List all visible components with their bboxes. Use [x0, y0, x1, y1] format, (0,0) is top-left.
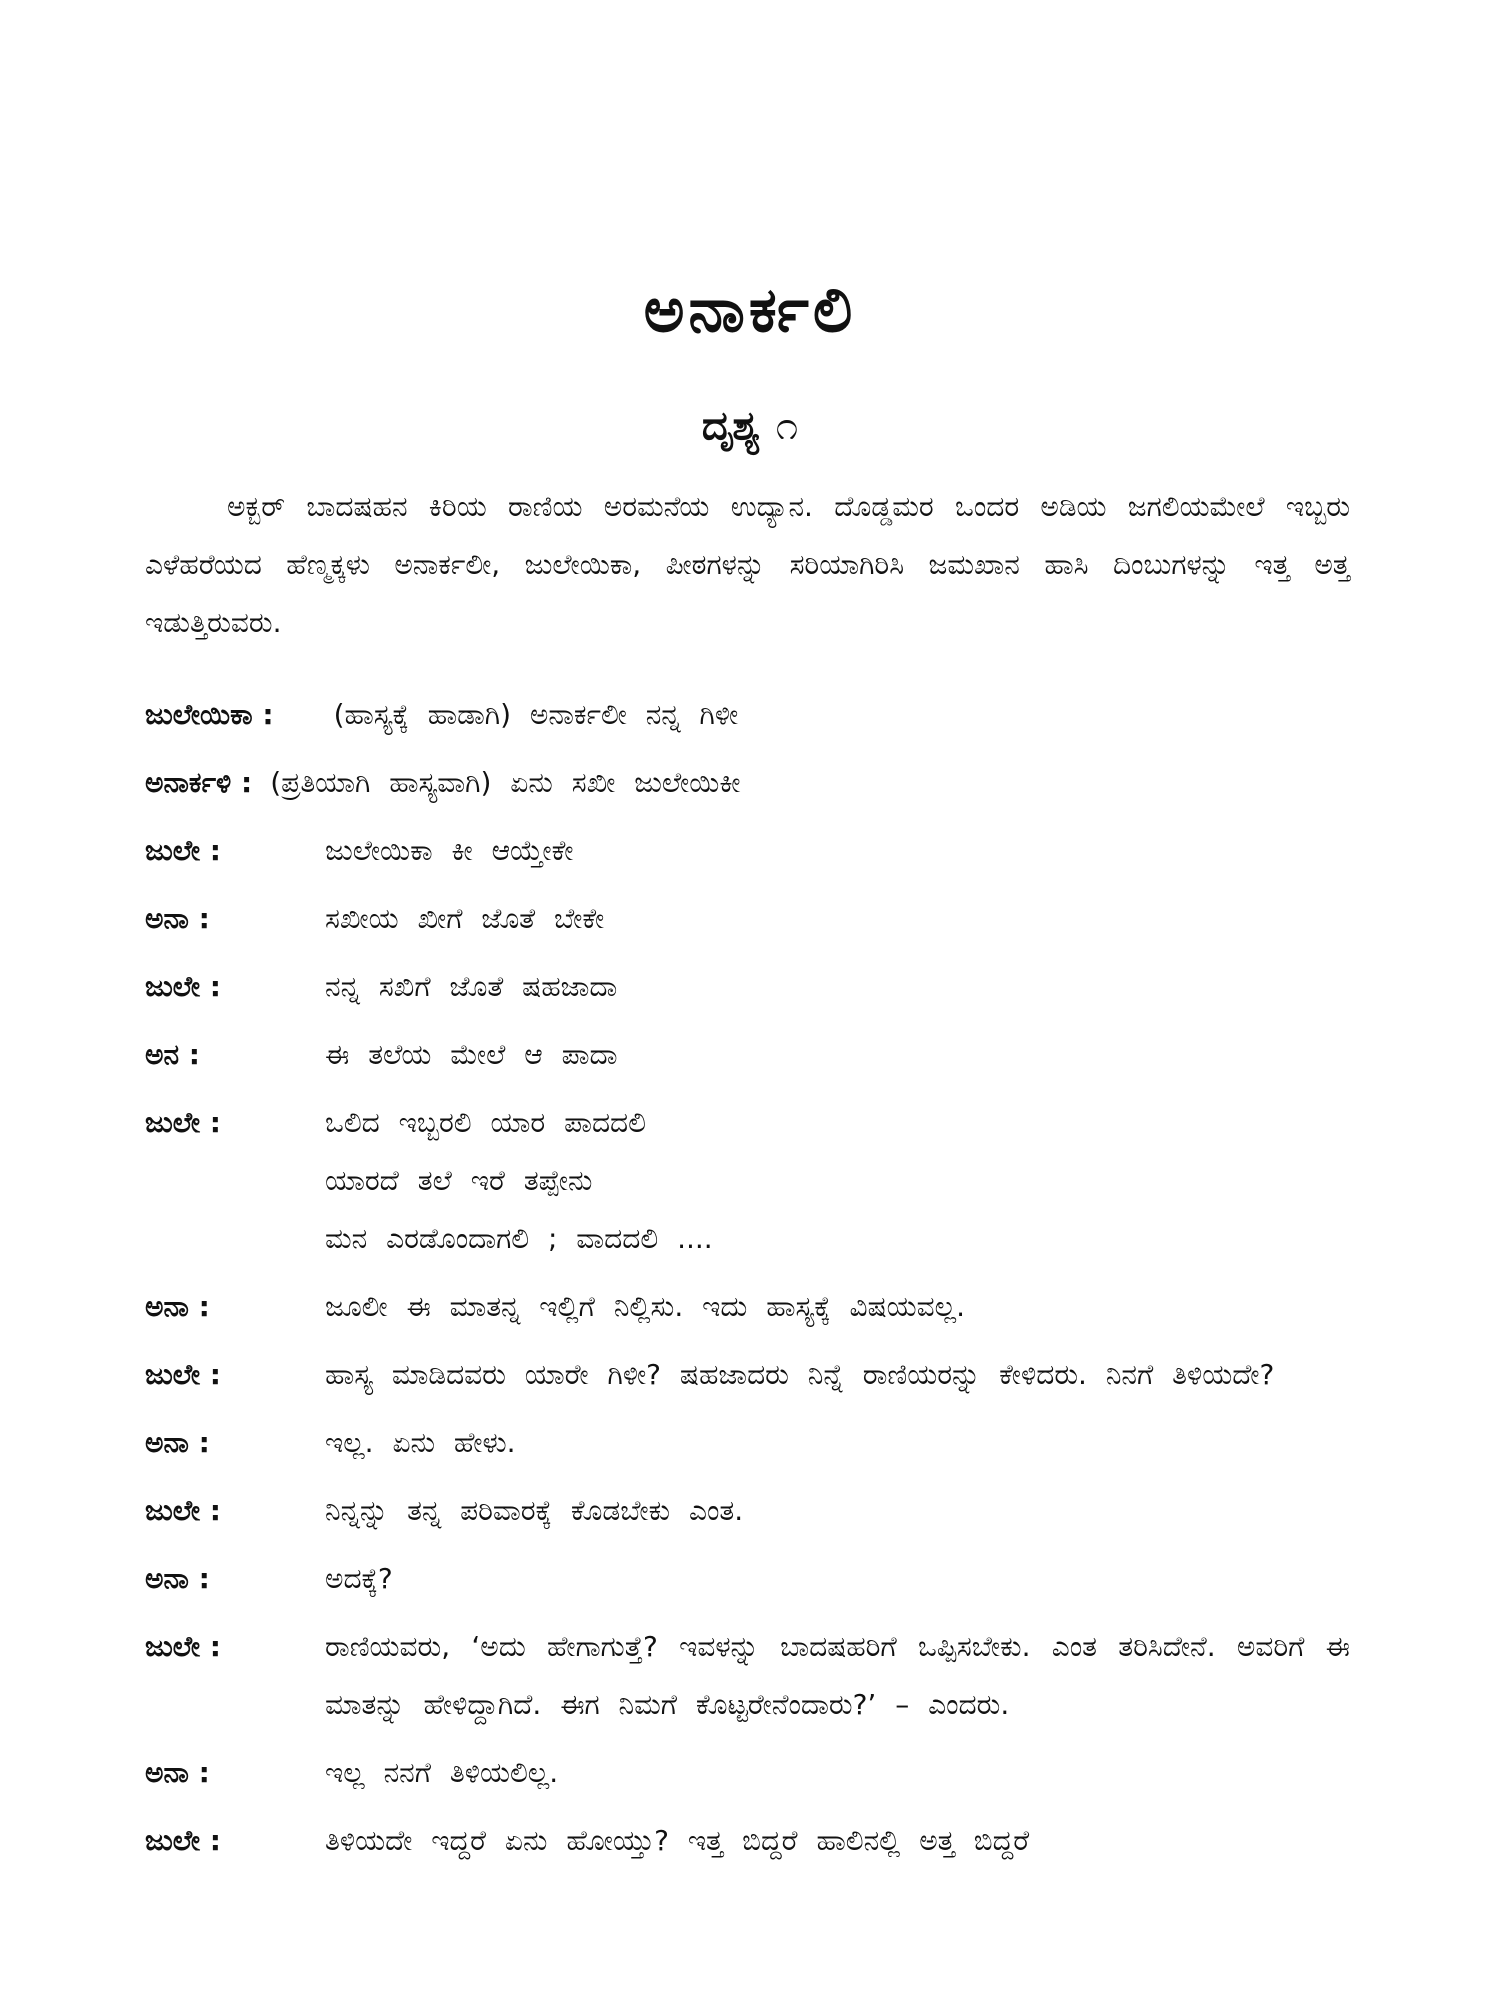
dialogue-line: [145, 958, 1350, 1016]
dialogue-text: ಹಾಸ್ಯ ಮಾಡಿದವರು ಯಾರೇ ಗಿಳೀ? ಷಹಜಾದರು ನಿನ್ನೆ ರಾಣಿಯರನ್ನು ಕೇಳಿದರು. ನಿನಗೆ ತಿಳಿಯದೇ?: [325, 1358, 1275, 1391]
speaker-name: ಜುಲೇ :: [145, 1824, 221, 1857]
dialogue-line: [145, 1550, 1350, 1608]
dialogue-text: ಈ ತಲೆಯ ಮೇಲೆ ಆ ಪಾದಾ: [325, 1038, 618, 1071]
speaker-name: ಅನಾರ್ಕಳಿ :: [145, 766, 253, 799]
speaker-name: ಅನಾ :: [145, 1290, 210, 1323]
dialogue-line: [145, 1414, 1350, 1472]
speaker-name: ಜುಲೇ :: [145, 1494, 221, 1527]
dialogue-line: [145, 1618, 1350, 1734]
dialogue-line: [145, 1094, 1350, 1268]
dialogue-line: [145, 822, 1350, 880]
scene-label: ದೃಶ್ಯ: [701, 403, 760, 449]
speaker-name: ಜುಲೇ :: [145, 834, 221, 867]
dialogue-line: [145, 1278, 1350, 1336]
speaker-name: ಅನಾ :: [145, 1562, 210, 1595]
dialogue-text: ಇಲ್ಲ ನನಗೆ ತಿಳಿಯಲಿಲ್ಲ.: [325, 1756, 559, 1789]
dialogue-text: (ಹಾಸ್ಯಕ್ಕೆ ಹಾಡಾಗಿ) ಅನಾರ್ಕಲೀ ನನ್ನ ಗಿಳೀ: [333, 698, 739, 731]
speaker-name: ಅನಾ :: [145, 902, 210, 935]
speaker-name: ಜುಲೇಯಿಕಾ :: [145, 698, 274, 731]
speaker-name: ಜುಲೇ :: [145, 1106, 221, 1139]
speaker-name: ಅನಾ :: [145, 1756, 210, 1789]
dialogue-list: [145, 686, 1350, 1880]
dialogue-text: ಜುಲೇಯಿಕಾ ಕೀ ಆಯ್ತೇಕೇ: [325, 834, 574, 867]
dialogue-line: [145, 1812, 1350, 1870]
dialogue-line: [145, 1026, 1350, 1084]
dialogue-text: (ಪ್ರತಿಯಾಗಿ ಹಾಸ್ಯವಾಗಿ) ಏನು ಸಖೀ ಜುಲೇಯಿಕೀ: [270, 766, 741, 799]
speaker-name: ಜುಲೇ :: [145, 970, 221, 1003]
dialogue-text: ರಾಣಿಯವರು, ‘ಅದು ಹೇಗಾಗುತ್ತೆ? ಇವಳನ್ನು ಬಾದಷಹರಿಗೆ ಒಪ್ಪಿಸಬೇಕು. ಎಂತ ತರಿಸಿದೇನೆ. ಅವರಿಗೆ ಈ ಮಾತನ್ನು ಹೇಳಿದ್ದಾಗಿದೆ. ಈಗ ನಿಮಗೆ ಕೊಟ್ಟರೇನೆಂದಾರು?’ – ಎಂದರು.: [325, 1630, 1350, 1721]
verse-line: ಯಾರದೆ ತಲೆ ಇರೆ ತಪ್ಪೇನು: [325, 1164, 593, 1197]
dialogue-line: [145, 1482, 1350, 1540]
verse-line: ಮನ ಎರಡೊಂದಾಗಲಿ ; ವಾದದಲಿ ....: [325, 1222, 713, 1255]
speaker-name: ಜುಲೇ :: [145, 1358, 221, 1391]
dialogue-line: [145, 754, 1350, 812]
dialogue-line: [145, 890, 1350, 948]
dialogue-text: ನನ್ನ ಸಖಿಗೆ ಜೊತೆ ಷಹಜಾದಾ: [325, 970, 618, 1003]
dialogue-line: [145, 686, 1350, 744]
speaker-name: ಅನಾ :: [145, 1426, 210, 1459]
dialogue-text: ಜೂಲೀ ಈ ಮಾತನ್ನ ಇಲ್ಲಿಗೆ ನಿಲ್ಲಿಸು. ಇದು ಹಾಸ್ಯಕ್ಕೆ ವಿಷಯವಲ್ಲ.: [325, 1290, 965, 1323]
dialogue-text: ತಿಳಿಯದೇ ಇದ್ದರೆ ಏನು ಹೋಯ್ತು? ಇತ್ತ ಬಿದ್ದರೆ ಹಾಲಿನಲ್ಲಿ ಅತ್ತ ಬಿದ್ದರೆ: [325, 1824, 1030, 1857]
scene-heading: [0, 398, 1500, 454]
dialogue-text: ನಿನ್ನನ್ನು ತನ್ನ ಪರಿವಾರಕ್ಕೆ ಕೊಡಬೇಕು ಎಂತ.: [325, 1494, 744, 1527]
speaker-name: ಜುಲೇ :: [145, 1630, 221, 1663]
verse-text: [325, 1094, 1350, 1268]
speaker-name: ಅನ :: [145, 1038, 200, 1071]
dialogue-line: [145, 1744, 1350, 1802]
dialogue-text: ಸಖೀಯ ಖೀಗೆ ಜೊತೆ ಬೇಕೇ: [325, 902, 605, 935]
dialogue-text: ಇಲ್ಲ. ಏನು ಹೇಳು.: [325, 1426, 516, 1459]
stage-direction: ಅಕ್ಬರ್ ಬಾದಷಹನ ಕಿರಿಯ ರಾಣಿಯ ಅರಮನೆಯ ಉದ್ಯಾನ. ದೊಡ್ಡಮರ ಒಂದರ ಅಡಿಯ ಜಗಲಿಯಮೇಲೆ ಇಬ್ಬರು ಎಳೆಹರೆಯದ ಹೆಣ್ಮಕ್ಕಳು ಅನಾರ್ಕಲೀ, ಜುಲೇಯಿಕಾ, ಪೀಠಗಳನ್ನು ಸರಿಯಾಗಿರಿಸಿ ಜಮಖಾನ ಹಾಸಿ ದಿಂಬುಗಳನ್ನು ಇತ್ತ ಅತ್ತ ಇಡುತ್ತಿರುವರು.: [145, 490, 1350, 639]
verse-line: ಒಲಿದ ಇಬ್ಬರಲಿ ಯಾರ ಪಾದದಲಿ: [325, 1106, 646, 1139]
scene-number: ೧: [775, 403, 799, 449]
play-title: ಅನಾರ್ಕಲಿ: [643, 273, 857, 346]
dialogue-text: ಅದಕ್ಕೆ?: [325, 1562, 393, 1595]
dialogue-line: [145, 1346, 1350, 1404]
